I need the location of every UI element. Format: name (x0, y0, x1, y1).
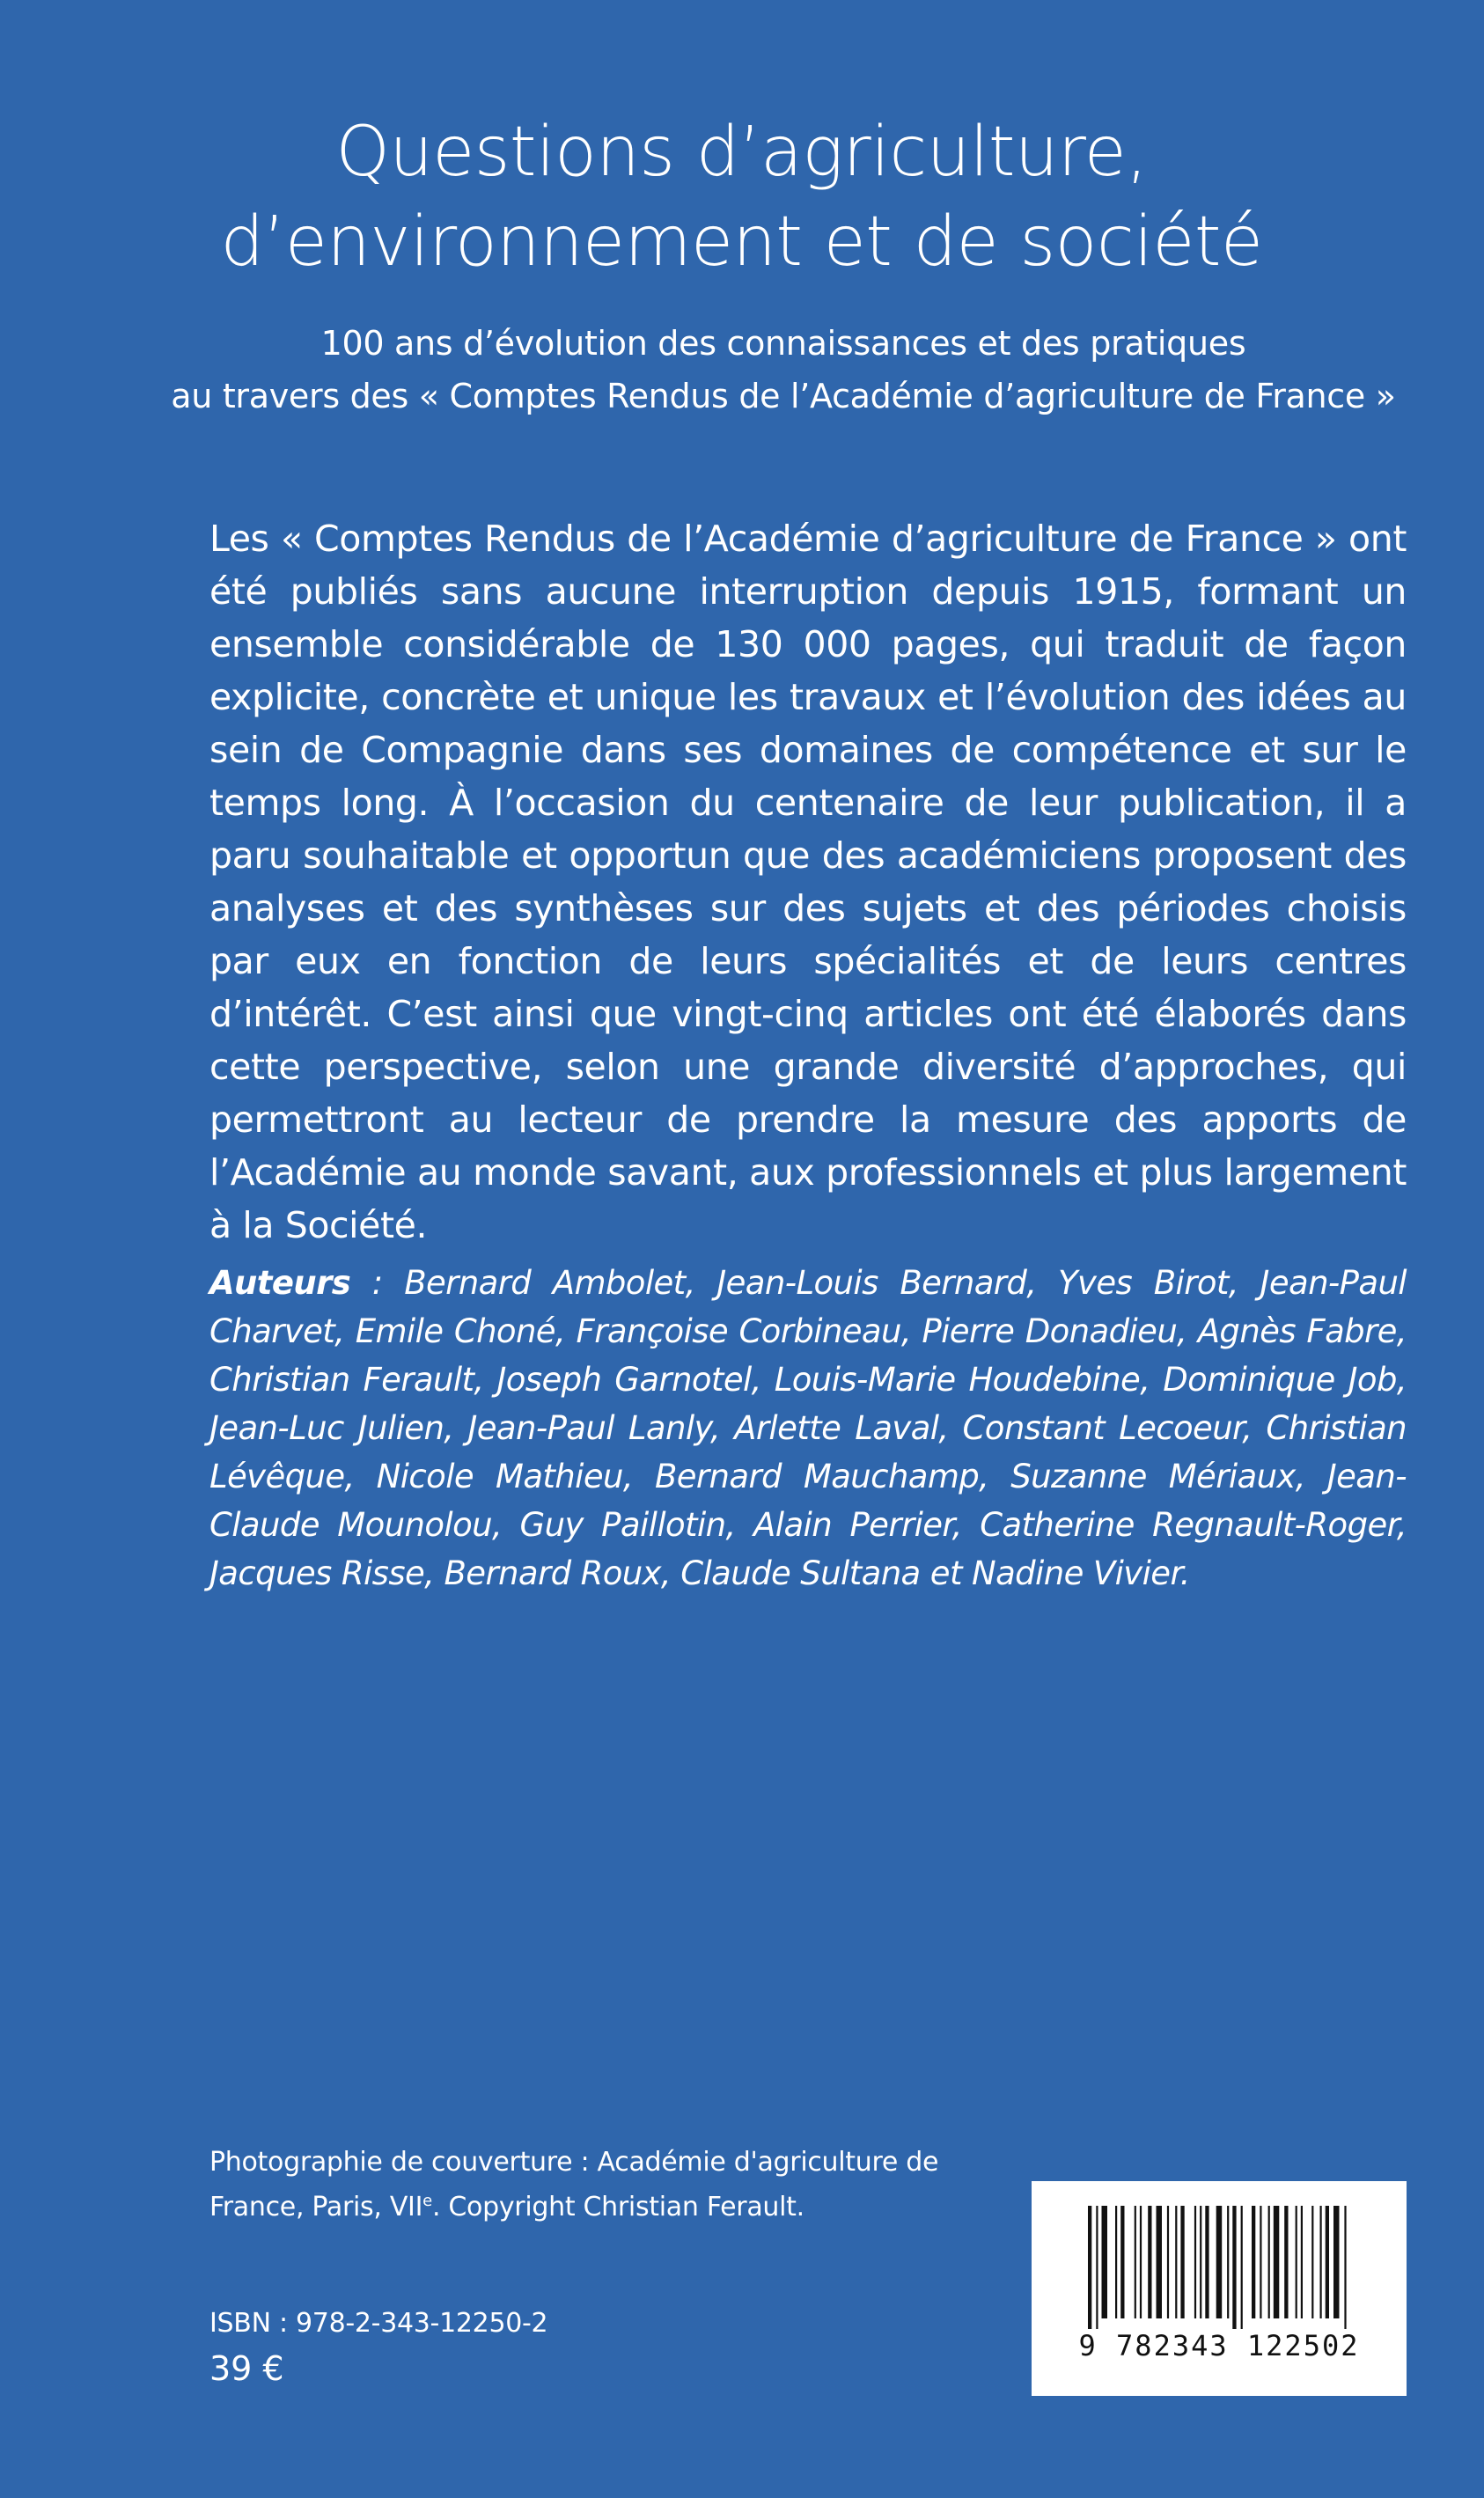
authors-label: Auteurs (209, 1264, 351, 1302)
barcode-bar (1227, 2206, 1229, 2318)
barcode-bar (1284, 2206, 1288, 2318)
barcode-bar (1102, 2206, 1108, 2318)
barcode-bar (1232, 2206, 1236, 2329)
barcode-icon (1086, 2206, 1352, 2329)
authors-names: Bernard Ambolet, Jean-Louis Bernard, Yves Birot, Jean-Paul Charvet, Emile Choné, Françoise Corbineau, Pierre Donadieu, Agnès Fabre, Christian Ferault, Joseph Garnotel, Louis-Marie Houdebine, Dominique Job, Jean-Luc Julien, Jean-Paul Lanly, Arlette Laval, Constant Lecoeur, Christian Lévêque, Nicole Mathieu, Bernard Mauchamp, Suzanne Mériaux, Jean-Claude Mounolou, Guy Paillotin, Alain Perrier, Catherine Regnault-Roger, Jacques Risse, Bernard Roux, Claude Sultana et Nadine Vivier. (209, 1264, 1407, 1592)
isbn-text: ISBN : 978-2-343-12250-2 (209, 2308, 548, 2339)
title-line-2: d’environnement et de société (220, 202, 1263, 282)
barcode-bar (1216, 2206, 1223, 2318)
barcode-bar (1333, 2206, 1340, 2318)
barcode-bar (1296, 2206, 1297, 2318)
barcode-bar (1115, 2206, 1117, 2318)
barcode-bar (1120, 2206, 1124, 2318)
barcode-bar (1167, 2206, 1169, 2318)
book-subtitle (106, 317, 1461, 422)
barcode-bar (1088, 2206, 1091, 2329)
summary-paragraph: Les « Comptes Rendus de l’Académie d’agriculture de France » ont été publiés sans aucune interruption depuis 1915, formant un ensemble considérable de 130 000 pages, qui traduit de façon explicite, concrète et unique les travaux et l’évolution des idées au sein de Compagnie dans ses domaines de compétence et sur le temps long. À l’occasion du centenaire de leur publication, il a paru souhaitable et opportun que des académiciens proposent des analyses et des synthèses sur des sujets et des périodes choisis par eux en fonction de leurs spécialités et de leurs centres d’intérêt. C’est ainsi que vingt-cinq articles ont été élaborés dans cette perspective, selon une grande diversité d’approches, qui permettront au lecteur de prendre la mesure des apports de l’Académie au monde savant, aux professionnels et plus largement à la Société. (209, 518, 1407, 1246)
barcode-bar (1252, 2206, 1255, 2318)
barcode-bar (1260, 2206, 1261, 2318)
price-text: 39 € (209, 2349, 284, 2388)
barcode-bar (1194, 2206, 1196, 2318)
barcode-bar (1268, 2206, 1270, 2318)
subtitle-line-1: 100 ans d’évolution des connaissances et des pratiques (320, 324, 1246, 363)
barcode-bar (1274, 2206, 1280, 2318)
barcode-bar (1301, 2206, 1303, 2318)
barcode-panel (1032, 2181, 1407, 2396)
barcode-digits: 9 782343 122502 (1078, 2329, 1360, 2362)
barcode-bar (1157, 2206, 1163, 2318)
barcode-bar (1205, 2206, 1209, 2318)
photo-credit-superscript: e (422, 2192, 432, 2210)
photo-credit-line-2-end: . Copyright Christian Ferault. (431, 2192, 804, 2222)
barcode-bar (1148, 2206, 1151, 2318)
authors-paragraph (209, 1259, 1407, 1598)
barcode-bar (1096, 2206, 1098, 2329)
photo-credit-line-1: Photographie de couverture : Académie d'agriculture de (209, 2147, 939, 2178)
barcode-bar (1135, 2206, 1136, 2318)
barcode-bar (1320, 2206, 1322, 2318)
barcode-bar (1175, 2206, 1177, 2318)
barcode-bar (1180, 2206, 1184, 2318)
authors-separator: : (350, 1264, 405, 1302)
barcode-bar (1241, 2206, 1243, 2329)
book-title (123, 107, 1360, 287)
barcode-bar (1311, 2206, 1313, 2318)
photo-credit (209, 2143, 1002, 2227)
barcode-bar (1200, 2206, 1201, 2318)
barcode-bar (1344, 2206, 1346, 2329)
barcode-bar (1326, 2206, 1329, 2318)
subtitle-line-2: au travers des « Comptes Rendus de l’Académie d’agriculture de France » (171, 377, 1396, 415)
title-line-1: Questions d’agriculture, (335, 113, 1148, 192)
barcode-bar (1140, 2206, 1142, 2318)
photo-credit-line-2-start: France, Paris, VII (209, 2192, 423, 2222)
